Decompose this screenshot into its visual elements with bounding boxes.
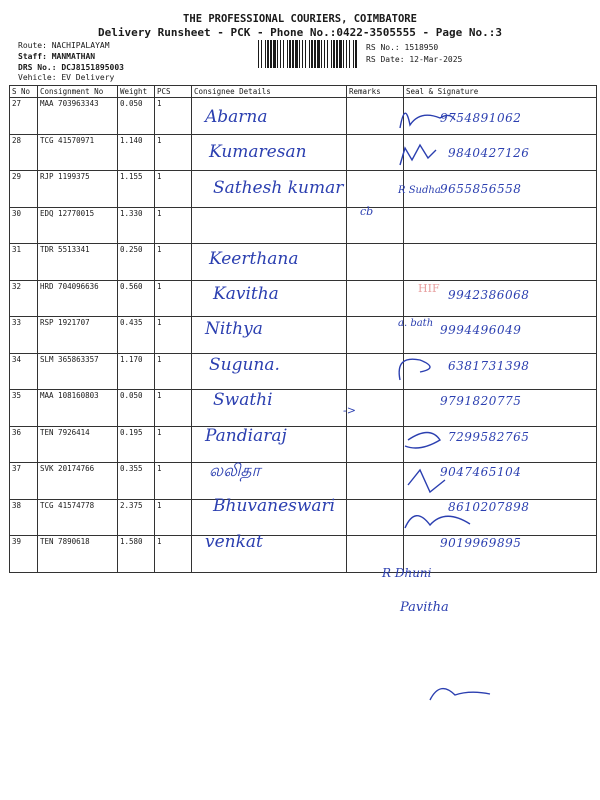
handwritten-consignee-name: Swathi — [213, 390, 273, 411]
handwritten-consignee-name: Sathesh kumar — [213, 177, 344, 198]
signature-scribble — [405, 433, 440, 449]
sno-cell: 35 — [10, 390, 38, 427]
handwritten-phone-number: 9942386068 — [448, 288, 530, 302]
sno-cell: 29 — [10, 171, 38, 208]
signature-scribble — [399, 359, 430, 380]
handwritten-signer-name: R Sudha — [398, 185, 441, 196]
consignment-no-cell: TCG 41574778 — [38, 499, 118, 536]
signature-scribble — [400, 113, 455, 128]
stamp-remark: HIF — [418, 282, 440, 295]
signature-scribble — [408, 470, 445, 492]
handwritten-signer-name: a. bath — [398, 318, 434, 329]
handwritten-consignee-name: Kumaresan — [209, 142, 307, 163]
consignment-no-cell: MAA 108160803 — [38, 390, 118, 427]
weight-cell: 1.140 — [118, 134, 155, 171]
sno-cell: 31 — [10, 244, 38, 281]
consignment-no-cell: TEN 7890618 — [38, 536, 118, 573]
weight-cell: 2.375 — [118, 499, 155, 536]
weight-cell: 1.580 — [118, 536, 155, 573]
pcs-cell: 1 — [155, 280, 192, 317]
consignment-no-cell: RJP 1199375 — [38, 171, 118, 208]
col-sno: S No — [10, 86, 38, 98]
route-label: Route: NACHIPALAYAM — [18, 41, 110, 50]
sno-cell: 38 — [10, 499, 38, 536]
handwritten-signer-name: Pavitha — [400, 600, 449, 615]
pcs-cell: 1 — [155, 171, 192, 208]
handwritten-consignee-name: Kavitha — [213, 284, 279, 304]
handwritten-phone-number: 7299582765 — [448, 429, 530, 444]
pcs-cell: 1 — [155, 390, 192, 427]
rs-number: RS No.: 1518950 — [366, 43, 439, 52]
handwritten-phone-number: 9754891062 — [440, 111, 522, 125]
signature-scribble — [400, 145, 436, 165]
runsheet-subtitle: Delivery Runsheet - PCK - Phone No.:0422-3505555 - Page No.:3 — [98, 26, 502, 39]
pcs-cell: 1 — [155, 317, 192, 354]
handwritten-consignee-name: Pandiaraj — [205, 425, 287, 446]
col-remarks: Remarks — [347, 86, 404, 98]
weight-cell: 0.355 — [118, 463, 155, 500]
handwritten-consignee-name: Suguna. — [209, 354, 280, 375]
handwritten-consignee-name: Abarna — [205, 107, 268, 127]
handwritten-remark: cb — [360, 205, 374, 218]
weight-cell: 1.155 — [118, 171, 155, 208]
pcs-cell: 1 — [155, 536, 192, 573]
weight-cell: 0.250 — [118, 244, 155, 281]
consignment-no-cell: TCG 41570971 — [38, 134, 118, 171]
col-consignment: Consignment No — [38, 86, 118, 98]
col-pcs: PCS — [155, 86, 192, 98]
pcs-cell: 1 — [155, 426, 192, 463]
sno-cell: 27 — [10, 98, 38, 135]
weight-cell: 0.560 — [118, 280, 155, 317]
consignment-no-cell: MAA 703963343 — [38, 98, 118, 135]
consignment-no-cell: SVK 20174766 — [38, 463, 118, 500]
staff-label: Staff: — [18, 52, 47, 61]
handwritten-phone-number: 9047465104 — [440, 465, 522, 479]
weight-cell: 0.050 — [118, 98, 155, 135]
vehicle-label: Vehicle: EV Delivery — [18, 73, 115, 82]
col-signature: Seal & Signature — [404, 86, 597, 98]
company-title: THE PROFESSIONAL COURIERS, COIMBATORE — [183, 13, 417, 25]
col-consignee: Consignee Details — [192, 86, 347, 98]
rs-date: RS Date: 12-Mar-2025 — [366, 55, 463, 64]
handwritten-phone-number: 9655856558 — [440, 181, 522, 196]
staff-value: MANMATHAN — [51, 52, 96, 61]
sno-cell: 39 — [10, 536, 38, 573]
consignment-no-cell: HRD 704096636 — [38, 280, 118, 317]
handwritten-consignee-name: Keerthana — [209, 248, 299, 269]
handwritten-phone-number: 8610207898 — [448, 500, 530, 515]
sno-cell: 34 — [10, 353, 38, 390]
consignment-no-cell: RSP 1921707 — [38, 317, 118, 354]
consignment-no-cell: SLM 365863357 — [38, 353, 118, 390]
drs-label: DRS No.: — [18, 63, 57, 72]
handwritten-phone-number: 9791820775 — [440, 394, 522, 409]
pcs-cell: 1 — [155, 353, 192, 390]
pcs-cell: 1 — [155, 463, 192, 500]
consignment-no-cell: TEN 7926414 — [38, 426, 118, 463]
handwritten-consignee-name: venkat — [205, 531, 263, 552]
handwritten-phone-number: 6381731398 — [448, 358, 530, 373]
handwritten-remark: -> — [343, 404, 356, 417]
handwritten-consignee-name: Nithya — [205, 319, 263, 340]
sno-cell: 30 — [10, 207, 38, 244]
handwritten-phone-number: 9994496049 — [440, 323, 522, 338]
consignment-no-cell: EDQ 12770015 — [38, 207, 118, 244]
consignment-no-cell: TDR 5513341 — [38, 244, 118, 281]
col-weight: Weight — [118, 86, 155, 98]
pcs-cell: 1 — [155, 98, 192, 135]
handwritten-phone-number: 9840427126 — [448, 146, 530, 161]
drs-value: DCJ8151895003 — [61, 63, 124, 72]
sno-cell: 36 — [10, 426, 38, 463]
pcs-cell: 1 — [155, 207, 192, 244]
sno-cell: 33 — [10, 317, 38, 354]
handwritten-consignee-name: Bhuvaneswari — [213, 496, 336, 517]
weight-cell: 0.435 — [118, 317, 155, 354]
signature-scribble — [430, 689, 490, 700]
weight-cell: 1.170 — [118, 353, 155, 390]
signature-scribble — [405, 516, 470, 528]
weight-cell: 1.330 — [118, 207, 155, 244]
sno-cell: 28 — [10, 134, 38, 171]
handwritten-consignee-name: லலிதா — [209, 461, 261, 481]
sno-cell: 37 — [10, 463, 38, 500]
pcs-cell: 1 — [155, 499, 192, 536]
pcs-cell: 1 — [155, 134, 192, 171]
weight-cell: 0.050 — [118, 390, 155, 427]
handwritten-phone-number: 9019969895 — [440, 535, 522, 550]
weight-cell: 0.195 — [118, 426, 155, 463]
handwritten-signer-name: R Dhuni — [382, 566, 432, 580]
sno-cell: 32 — [10, 280, 38, 317]
pcs-cell: 1 — [155, 244, 192, 281]
